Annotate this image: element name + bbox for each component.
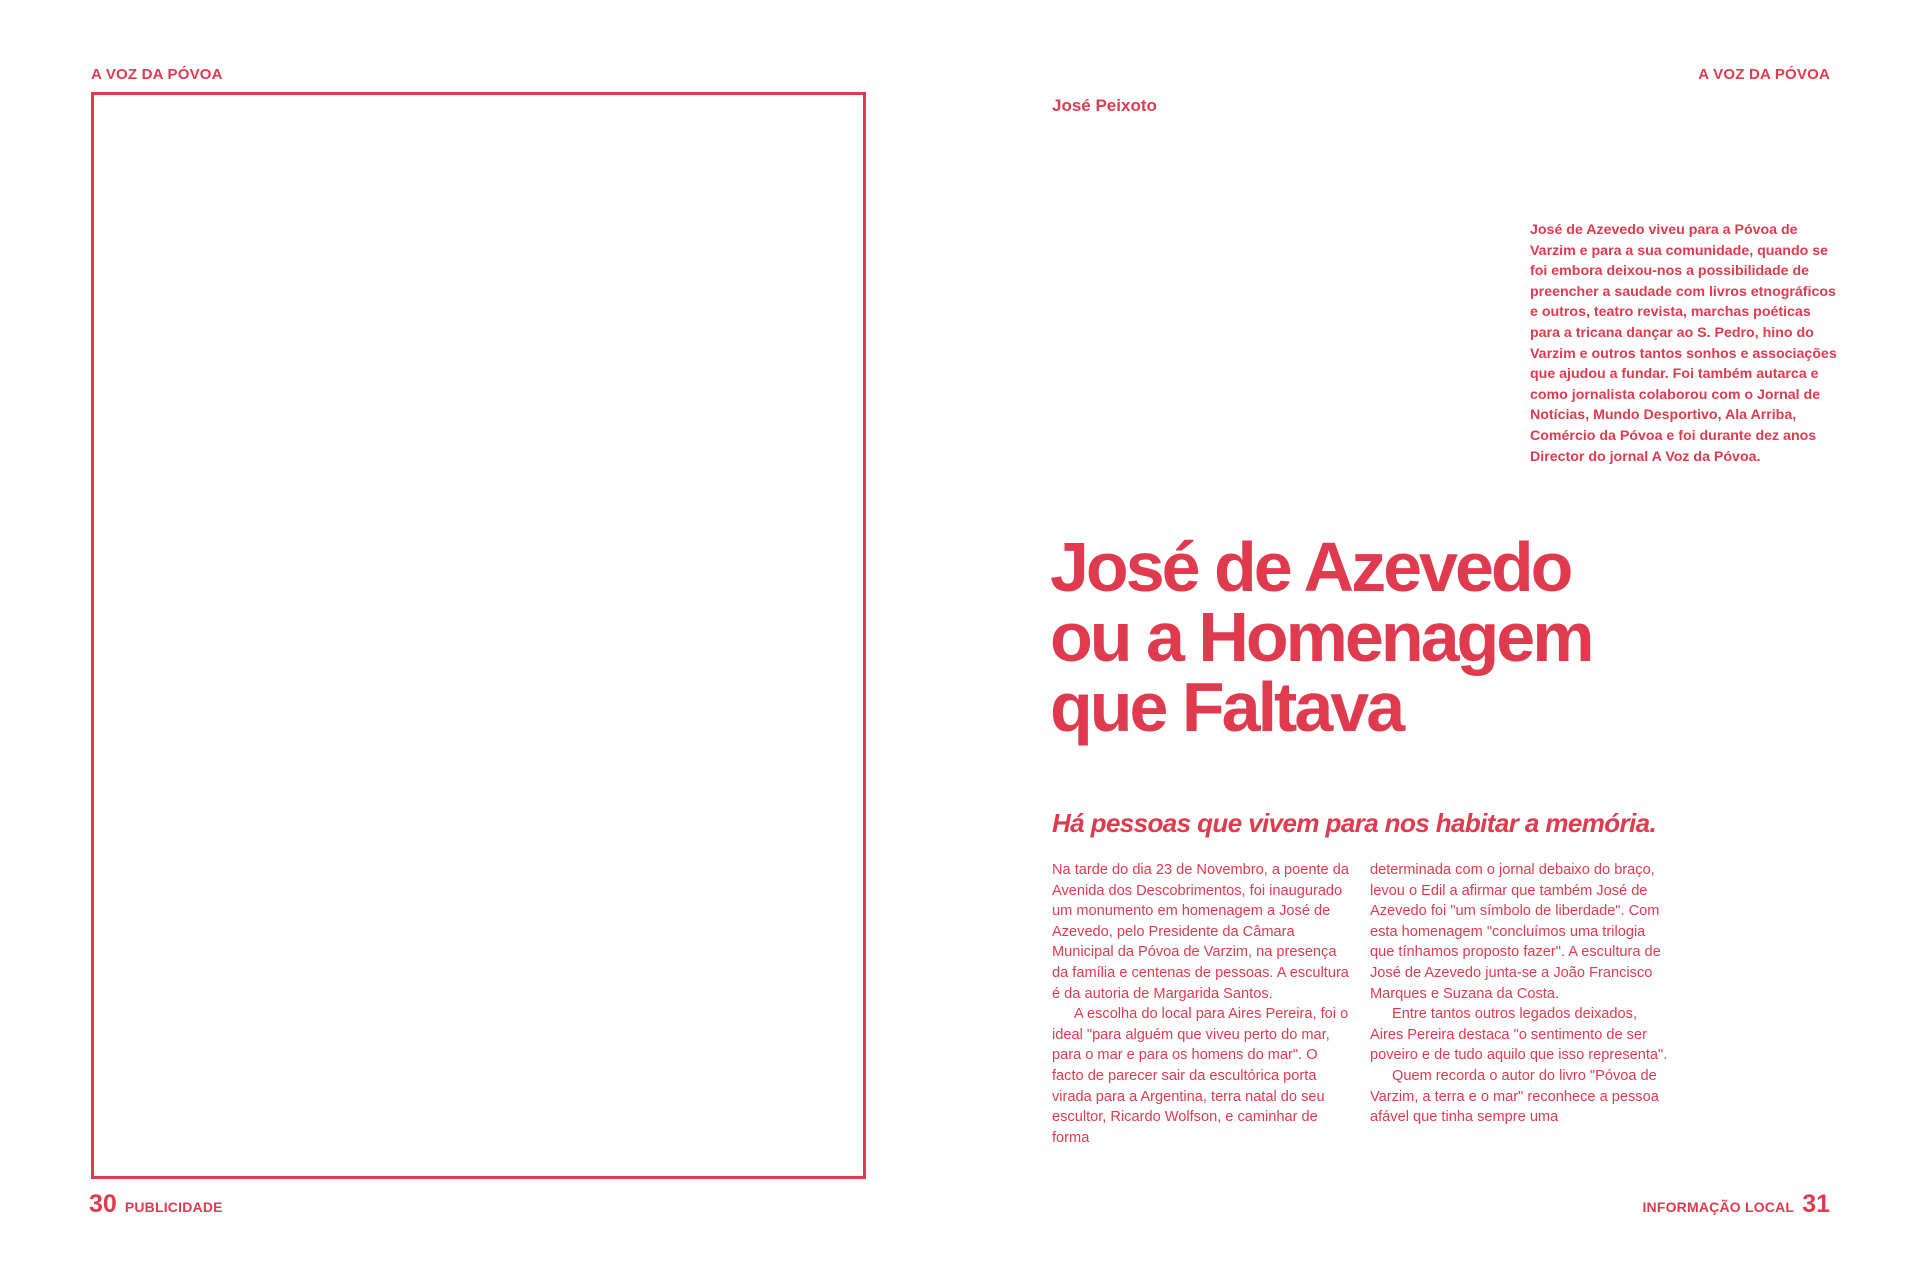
footer-right bbox=[1642, 1190, 1830, 1219]
right-page bbox=[960, 0, 1920, 1267]
advertisement-frame bbox=[91, 92, 866, 1179]
section-name-right: INFORMAÇÃO LOCAL bbox=[1642, 1199, 1795, 1215]
article-author: José Peixoto bbox=[1052, 96, 1157, 115]
body-column-2 bbox=[1370, 860, 1670, 1172]
body-paragraph: Na tarde do dia 23 de Novembro, a poente da Avenida dos Descobrimentos, foi inaugurado um monumento em homenagem a José de Azevedo, pelo Presidente da Câmara Municipal da Póvoa de Varzim, na presença da família e centenas de pessoas. A escultura é da autoria de Margarida Santos. bbox=[1052, 862, 1349, 1002]
page-number-right: 31 bbox=[1802, 1190, 1830, 1218]
running-head-right: A VOZ DA PÓVOA bbox=[1698, 66, 1830, 83]
article-subhead: Há pessoas que vivem para nos habitar a memória. bbox=[1052, 808, 1657, 838]
running-head-left: A VOZ DA PÓVOA bbox=[91, 66, 223, 83]
body-paragraph: A escolha do local para Aires Pereira, foi o ideal "para alguém que viveu perto do mar, para o mar e para os homens do mar". O facto de parecer sair da escultórica porta virada para a Argentina, terra natal do seu escultor, Ricardo Wolfson, e caminhar de forma bbox=[1052, 1006, 1349, 1146]
body-column-1 bbox=[1052, 860, 1352, 1172]
page-number-left: 30 bbox=[89, 1190, 117, 1218]
headline-line-3: que Faltava bbox=[1050, 668, 1403, 746]
body-paragraph: Entre tantos outros legados deixados, Aires Pereira destaca "o sentimento de ser poveiro e de tudo aquilo que isso representa". bbox=[1370, 1006, 1668, 1064]
section-name-left: PUBLICIDADE bbox=[124, 1199, 223, 1215]
footer-left bbox=[89, 1190, 223, 1219]
body-paragraph: determinada com o jornal debaixo do braço, levou o Edil a afirmar que também José de Azevedo foi "um símbolo de liberdade". Com esta homenagem "concluímos uma trilogia que tínhamos proposto fazer". A escultura de José de Azevedo junta-se a João Francisco Marques e Suzana da Costa. bbox=[1370, 862, 1661, 1002]
body-paragraph: Quem recorda o autor do livro "Póvoa de Varzim, a terra e o mar" reconhece a pessoa afável que tinha sempre uma bbox=[1370, 1067, 1659, 1126]
article-lead: José de Azevedo viveu para a Póvoa de Varzim e para a sua comunidade, quando se foi embora deixou-nos a possibilidade de preencher a saudade com livros etnográficos e outros, teatro revista, marchas poéticas para a tricana dançar ao S. Pedro, hino do Varzim e outros tantos sonhos e associações que ajudou a fundar. Foi também autarca e como jornalista colaborou com o Jornal de Notícias, Mundo Desportivo, Ala Arriba, Comércio da Póvoa e foi durante dez anos Director do jornal A Voz da Póvoa. bbox=[1530, 222, 1837, 465]
article-headline bbox=[1050, 528, 1900, 746]
headline-line-1: José de Azevedo bbox=[1050, 528, 1571, 606]
headline-line-2: ou a Homenagem bbox=[1050, 598, 1592, 676]
